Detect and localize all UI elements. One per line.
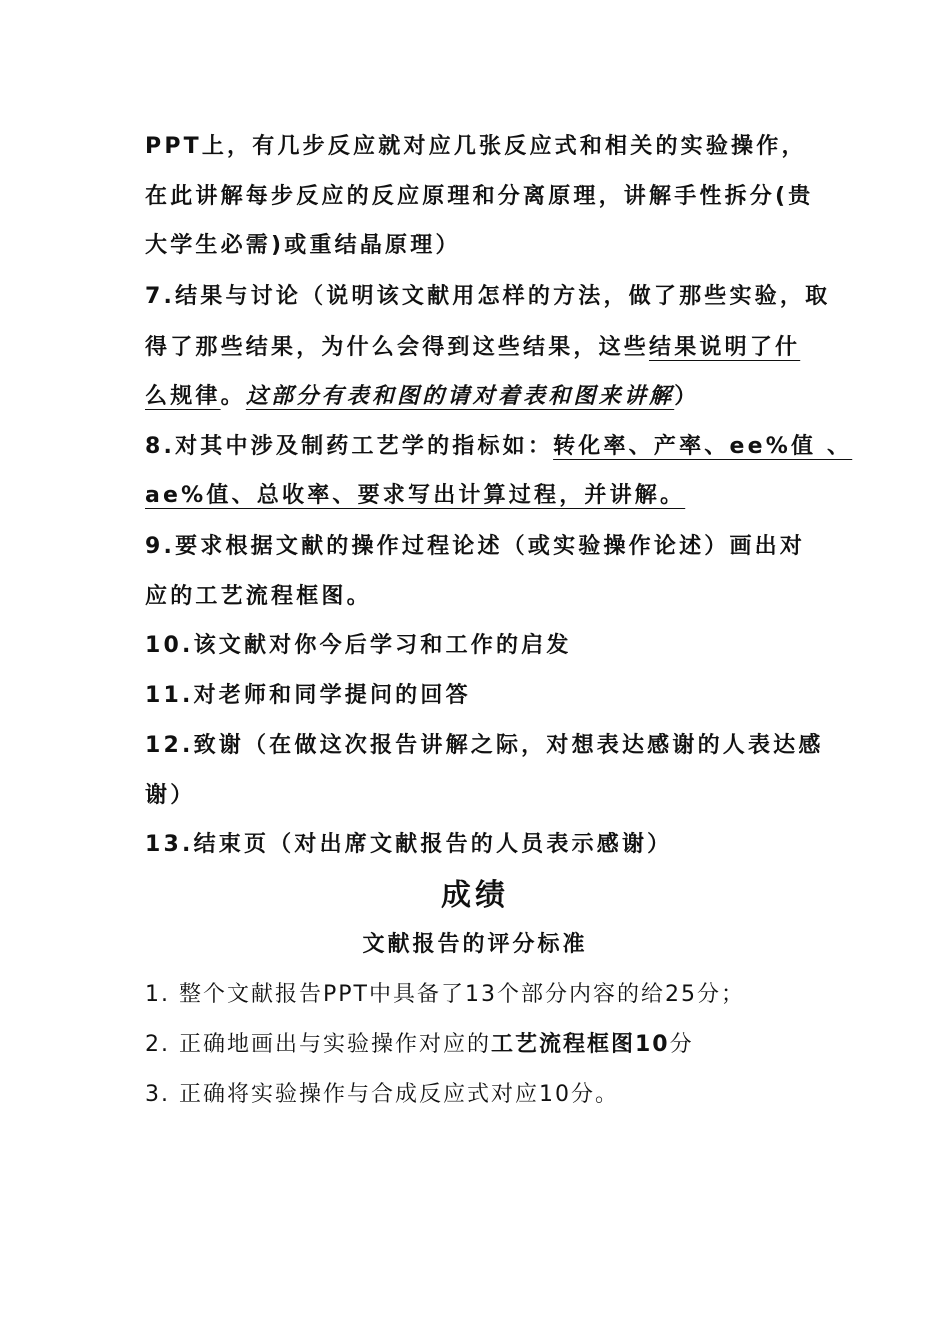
item-7-underlined-text: 么规律 bbox=[145, 384, 221, 409]
item-13: 13.结束页（对出席文献报告的人员表示感谢） bbox=[145, 832, 673, 857]
criterion-2-bold-text: 工艺流程框图10 bbox=[490, 1032, 670, 1057]
criterion-2-text: 2. 正确地画出与实验操作对应的 bbox=[145, 1032, 491, 1057]
grade-subheading: 文献报告的评分标准 bbox=[362, 932, 588, 957]
item-7-line-3 bbox=[145, 382, 699, 412]
criterion-2-text: 分 bbox=[669, 1032, 694, 1057]
item-7-line-1: 7.结果与讨论（说明该文献用怎样的方法，做了那些实验，取 bbox=[145, 284, 831, 309]
item-10: 10.该文献对你今后学习和工作的启发 bbox=[145, 633, 572, 658]
item-12-line-2: 谢） bbox=[145, 783, 196, 808]
item-7-text: ） bbox=[674, 384, 700, 409]
item-12-line-1: 12.致谢（在做这次报告讲解之际，对想表达感谢的人表达感 bbox=[145, 733, 824, 758]
item-8-line-1 bbox=[145, 432, 852, 462]
criterion-1: 1. 整个文献报告PPT中具备了13个部分内容的给25分； bbox=[145, 982, 745, 1007]
item-8-line-2: ae%值、总收率、要求写出计算过程，并讲解。 bbox=[145, 483, 686, 508]
item-9-line-1: 9.要求根据文献的操作过程论述（或实验操作论述）画出对 bbox=[145, 534, 806, 559]
criterion-3: 3. 正确将实验操作与合成反应式对应10分。 bbox=[145, 1082, 619, 1107]
item-11: 11.对老师和同学提问的回答 bbox=[145, 683, 471, 708]
item-8-underlined-text: 转化率、产率、ee%值 、 bbox=[553, 434, 853, 459]
intro-line-3: 大学生必需)或重结晶原理） bbox=[145, 233, 461, 258]
item-7-text: 。 bbox=[220, 384, 246, 409]
item-7-italic-note: 这部分有表和图的请对着表和图来讲解 bbox=[245, 384, 675, 409]
criterion-2 bbox=[145, 1030, 694, 1060]
intro-line-2: 在此讲解每步反应的反应原理和分离原理，讲解手性拆分(贵 bbox=[145, 184, 814, 209]
intro-line-1: PPT上，有几步反应就对应几张反应式和相关的实验操作， bbox=[145, 134, 807, 159]
item-8-text: 8.对其中涉及制药工艺学的指标如： bbox=[145, 434, 554, 459]
item-7-underlined-text: 结果说明了什 bbox=[649, 335, 801, 360]
item-7-text: 得了那些结果，为什么会得到这些结果，这些 bbox=[145, 335, 650, 360]
item-9-line-2: 应的工艺流程框图。 bbox=[145, 584, 372, 609]
item-7-line-2 bbox=[145, 333, 800, 363]
grade-heading: 成绩 bbox=[441, 878, 509, 913]
